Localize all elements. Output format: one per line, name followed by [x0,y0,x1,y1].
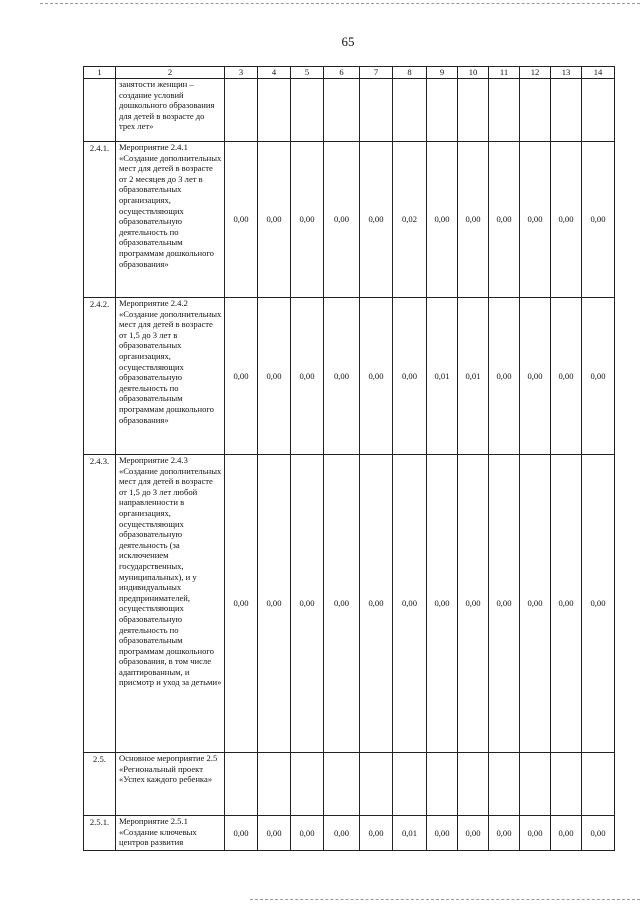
row-name: Основное мероприятие 2.5 «Региональный проект «Успех каждого ребенка» [116,753,225,816]
value-cell: 0,00 [427,142,458,298]
value-cell [291,753,324,816]
value-cell [520,79,551,142]
table-row [84,142,615,298]
column-header-7: 7 [360,67,393,79]
column-header-12: 12 [520,67,551,79]
value-cell [489,753,520,816]
table-row [84,455,615,753]
value-cell [360,753,393,816]
value-cell: 0,00 [258,816,291,851]
value-cell: 0,00 [582,142,615,298]
value-cell: 0,00 [360,298,393,455]
column-header-5: 5 [291,67,324,79]
value-cell [520,753,551,816]
column-header-8: 8 [393,67,427,79]
value-cell [324,753,360,816]
value-cell: 0,00 [393,298,427,455]
value-cell: 0,00 [520,455,551,753]
column-header-2: 2 [116,67,225,79]
value-cell [225,79,258,142]
column-header-1: 1 [84,67,116,79]
value-cell: 0,00 [225,298,258,455]
value-cell [582,79,615,142]
value-cell: 0,00 [324,298,360,455]
value-cell [551,753,582,816]
value-cell: 0,00 [551,298,582,455]
column-header-10: 10 [458,67,489,79]
value-cell: 0,02 [393,142,427,298]
value-cell: 0,00 [360,142,393,298]
value-cell [291,79,324,142]
value-cell: 0,00 [225,455,258,753]
value-cell: 0,00 [291,455,324,753]
table-row [84,298,615,455]
value-cell: 0,01 [393,816,427,851]
value-cell: 0,00 [324,455,360,753]
column-header-3: 3 [225,67,258,79]
row-name: Мероприятие 2.4.3 «Создание дополнительных мест для детей в возрасте от 1,5 до 3 лет любой направленности в организациях, осуществляющих образовательную деятельность (за исключением государственных, муниципальных), и у индивидуальных предпринимателей, осуществляющих образовательную деятельность по образовательным программам дошкольного образования, в том числе адаптированным, и присмотр и уход за детьми» [116,455,225,753]
top-scan-edge [40,3,640,4]
value-cell: 0,00 [360,455,393,753]
value-cell: 0,00 [393,455,427,753]
column-header-14: 14 [582,67,615,79]
value-cell: 0,00 [291,142,324,298]
header-row [84,67,615,79]
table-row [84,816,615,851]
value-cell [258,753,291,816]
value-cell: 0,00 [225,816,258,851]
row-code [84,79,116,142]
value-cell [427,79,458,142]
value-cell: 0,00 [360,816,393,851]
column-header-6: 6 [324,67,360,79]
value-cell [393,79,427,142]
row-code: 2.4.1. [84,142,116,298]
value-cell [551,79,582,142]
column-header-13: 13 [551,67,582,79]
value-cell [427,753,458,816]
value-cell: 0,00 [551,142,582,298]
value-cell: 0,00 [489,816,520,851]
value-cell [582,753,615,816]
budget-table [83,66,615,851]
value-cell: 0,00 [427,455,458,753]
value-cell: 0,00 [291,816,324,851]
value-cell: 0,00 [551,816,582,851]
value-cell [489,79,520,142]
value-cell: 0,00 [520,298,551,455]
value-cell: 0,00 [225,142,258,298]
value-cell [393,753,427,816]
column-header-11: 11 [489,67,520,79]
value-cell: 0,00 [551,455,582,753]
row-code: 2.5.1. [84,816,116,851]
value-cell: 0,00 [324,816,360,851]
value-cell: 0,00 [458,142,489,298]
column-header-9: 9 [427,67,458,79]
row-name: занятости женщин – создание условий дошкольного образования для детей в возрасте до трех лет» [116,79,225,142]
value-cell: 0,00 [458,455,489,753]
value-cell: 0,00 [324,142,360,298]
page-number: 65 [341,34,355,49]
table-row [84,753,615,816]
value-cell [225,753,258,816]
value-cell: 0,00 [258,298,291,455]
value-cell [458,753,489,816]
value-cell: 0,00 [258,455,291,753]
value-cell: 0,00 [582,298,615,455]
column-header-4: 4 [258,67,291,79]
value-cell: 0,00 [258,142,291,298]
value-cell: 0,00 [489,455,520,753]
value-cell: 0,00 [582,455,615,753]
value-cell: 0,01 [427,298,458,455]
value-cell: 0,00 [291,298,324,455]
value-cell [458,79,489,142]
row-code: 2.4.2. [84,298,116,455]
row-name: Мероприятие 2.4.2 «Создание дополнительных мест для детей в возрасте от 1,5 до 3 лет в образовательных организациях, осуществляющих образовательную деятельность по образовательным программам дошкольного образования» [116,298,225,455]
value-cell: 0,00 [582,816,615,851]
value-cell [258,79,291,142]
value-cell: 0,00 [520,142,551,298]
row-code: 2.5. [84,753,116,816]
row-name: Мероприятие 2.5.1 «Создание ключевых центров развития [116,816,225,851]
value-cell: 0,00 [427,816,458,851]
value-cell: 0,00 [489,298,520,455]
bottom-scan-edge [250,899,640,900]
value-cell: 0,00 [489,142,520,298]
value-cell: 0,00 [458,816,489,851]
table-row [84,79,615,142]
value-cell: 0,00 [520,816,551,851]
row-name: Мероприятие 2.4.1 «Создание дополнительных мест для детей в возрасте от 2 месяцев до 3 лет в образовательных организациях, осуществляющих образовательную деятельность по образовательным программам дошкольного образования» [116,142,225,298]
value-cell [360,79,393,142]
row-code: 2.4.3. [84,455,116,753]
value-cell [324,79,360,142]
value-cell: 0,01 [458,298,489,455]
